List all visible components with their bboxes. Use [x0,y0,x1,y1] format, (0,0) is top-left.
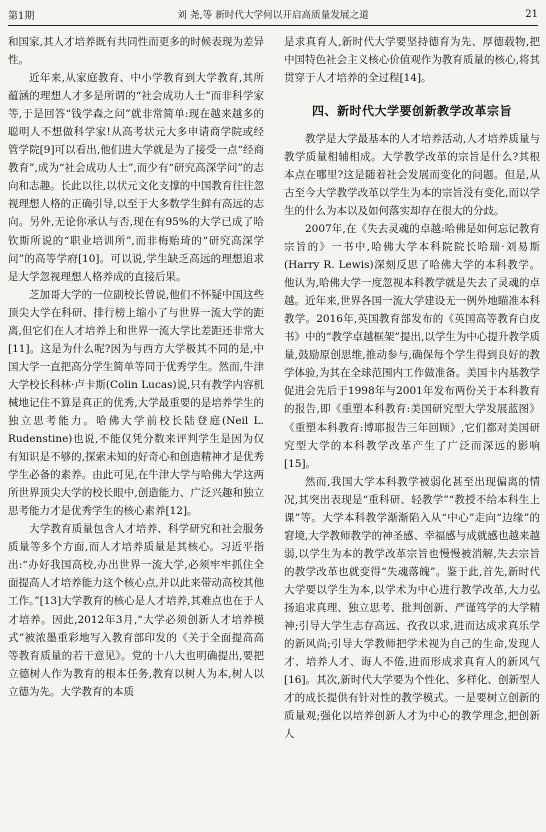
paragraph: 是求真育人,新时代大学要坚持德育为先、厚德载物,把中国特色社会主义核心价值观作为教育质量的核心,将其贯穿于人才培养的全过程[14]。 [284,36,540,85]
body-columns [8,33,540,832]
right-column [284,33,540,832]
paragraph: 教学是大学最基本的人才培养活动,人才培养质量与教学质量相辅相成。大学教学改革的宗旨是什么?其根本点在哪里?这是随着社会发展而变化的问题。但是,从古至今大学教学改革以学生为本的宗旨没有变化,而以学生的什么为本以及如何落实却存在很大的分歧。 [284,132,540,217]
paragraph: 近年来,从家庭教育、中小学教育到大学教育,其所蕴涵的理想人才多是所谓的“社会成功人士”而非科学家等,于是回答“钱学森之问”就非常简单:现在越来越多的聪明人不想做科学家!从高考状元大多申请商学院或经管学院[9]可以看出,他们进大学就是为了接受一点“经商教育”,成为“社会成功人士”,而少有“研究高深学问”的志向和志趣。长此以往,以状元文化支撑的中国教育往往忽视理想人格的正确引导,以至于大多数学生鲜有高远的志向。另外,无论你承认与否,现在有95%的大学已成了哈钦斯所说的“职业培训所”,而非梅贻琦的“研究高深学问”的高等学府[10]。可以说,学生缺乏高远的理想追求是大学忽视理想人格养成的直接后果。 [8,72,264,283]
issue-number: 第1期 [8,10,35,22]
section-heading: 四、新时代大学要创新教学改革宗旨 [311,104,512,119]
paragraph: 和国家,其人才培养既有共同性而更多的时候表现为差异性。 [8,36,264,67]
running-header [8,3,538,26]
page-number: 21 [525,8,538,20]
paragraph: 然而,我国大学本科教学被弱化甚至出现偏离的情况,其突出表现是“重科研、轻教学”“教授不给本科生上课”等。大学本科教学渐渐陷入从“中心”走向“边缘”的窘境,大学教师教学的神圣感、幸福感与成就感也越来越弱,以学生为本的教学改革宗旨也慢慢被消解,失去宗旨的教学改革也就变得“失魂落魄”。鉴于此,首先,新时代大学要以学生为本,以学术为中心进行教学改革,大力弘扬追求真理、独立思考、批判创新、严谨笃学的大学精神;引导大学生志存高远、孜孜以求,进而达成求真乐学的新风尚;引导大学教师把学术视为自己的生命,发现人才、培养人才、诲人不倦,进而形成求真育人的新风气[16]。其次,新时代大学要为个性化、多样化、创新型人才的成长提供有针对性的教学模式。一是要树立创新的质量观;强化以培养创新人才为中心的教学理念,把创新人 [284,475,540,741]
left-column [8,33,264,832]
paragraph: 2007年,在《失去灵魂的卓越:哈佛是如何忘记教育宗旨的》一书中,哈佛大学本科院院长哈瑞·刘易斯(Harry R. Lewis)深刻反思了哈佛大学的本科教学。他认为,哈佛大学一度忽视本科教学就是失去了灵魂的卓越。近年来,世界各国一流大学建设无一例外地瞄准本科教学。2016年,英国教育部发布的《英国高等教育白皮书》中的“教学卓越框架”提出,以学生为中心提升教学质量,鼓励原创思维,推动参与,确保每个学生得到良好的教学体验,为其在全球范围内工作做准备。美国卡内基教学促进会先后于1998年与2001年发布两份关于本科教育的报告,即《重塑本科教育:美国研究型大学发展蓝图》《重塑本科教育:博耶报告三年回顾》,它们都对美国研究型大学的本科教学改革产生了广泛而深远的影响[15]。 [284,223,540,470]
paragraph: 芝加哥大学的一位副校长曾说,他们不怀疑中国这些顶尖大学在科研、排行榜上缩小了与世界一流大学的距离,但它们在人才培养上和世界一流大学比差距还非常大[11]。这是为什么呢?因为与西方大学极其不同的是,中国大学一直把高分学生简单等同于优秀学生。然而,牛津大学校长科林·卢卡斯(Colin Lucas)说,只有教学内容机械地记住不算是真正的优秀,大学最重要的是培养学生的独立思考能力。哈佛大学前校长陆登庭(Neil L. Rudenstine)也说,不能仅凭分数来评判学生是因为仅有知识是不够的,探索未知的好奇心和创造精神才是优秀学生必备的素养。由此可见,在牛津大学与哈佛大学这两所世界顶尖大学的校长眼中,创造能力、广泛兴趣和独立思考能力才是优秀学生的核心素养[12]。 [8,288,264,518]
running-title: 刘 尧,等 新时代大学何以开启高质量发展之道 [177,10,369,21]
paragraph: 大学教育质量包含人才培养、科学研究和社会服务质量等多个方面,而人才培养质量是其核心。习近平指出:“办好我国高校,办出世界一流大学,必须牢牢抓住全面提高人才培养能力这个核心点,并以此来带动高校其他工作。”[13]大学教育的核心是人才培养,其难点也在于人才培养。因此,2012年3月,“大学必须创新人才培养模式”被浓墨重彩地写入教育部印发的《关于全面提高高等教育质量的若干意见》。党的十八大也明确提出,要把立德树人作为教育的根本任务,教育以树人为本,树人以立德为先。大学教育的本质 [8,523,264,698]
